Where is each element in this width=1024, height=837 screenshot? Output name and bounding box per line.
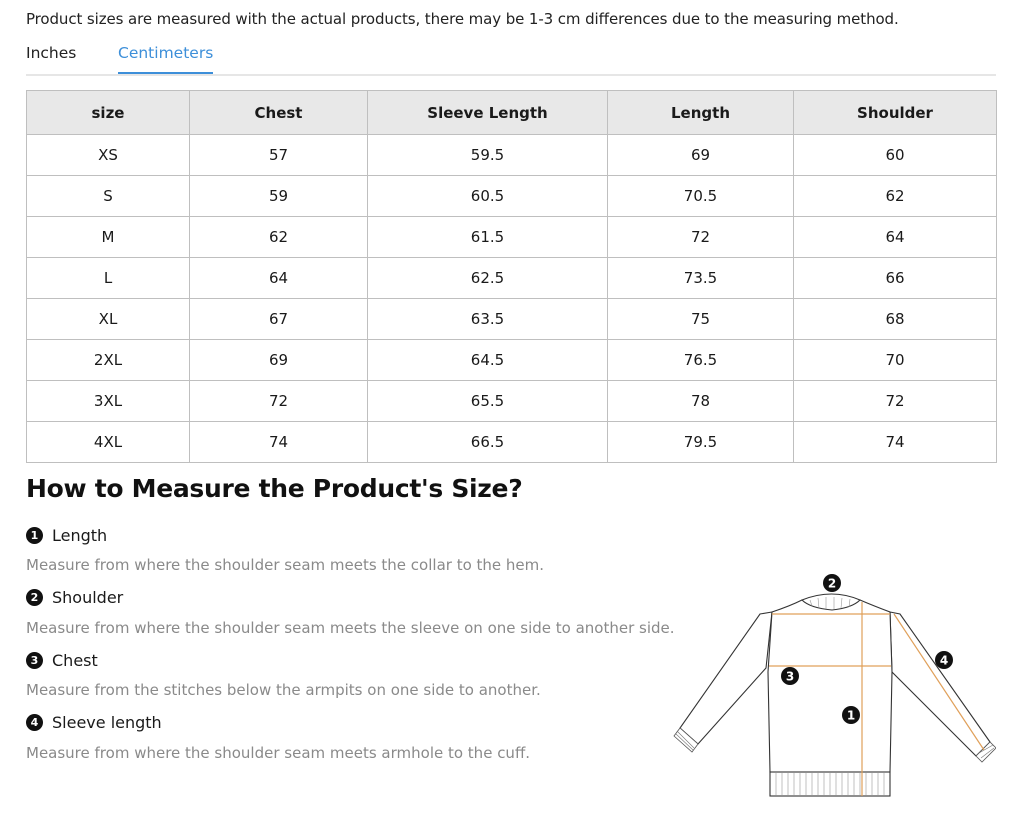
marker-one-label: 1 xyxy=(846,708,856,723)
table-cell: 74 xyxy=(794,422,997,463)
table-cell: 66 xyxy=(794,258,997,299)
table-cell: 64 xyxy=(190,258,368,299)
table-cell: XL xyxy=(27,299,190,340)
size-table xyxy=(26,90,997,463)
table-cell: 67 xyxy=(190,299,368,340)
step-description: Measure from the stitches below the armpits on one side to another. xyxy=(26,681,541,699)
table-cell: 79.5 xyxy=(608,422,794,463)
step-length xyxy=(26,524,107,546)
how-to-measure-title: How to Measure the Product's Size? xyxy=(26,474,523,503)
step-shoulder xyxy=(26,586,123,608)
table-cell: 60.5 xyxy=(368,176,608,217)
column-header: size xyxy=(27,91,190,135)
tab-inches[interactable]: Inches xyxy=(26,44,77,62)
table-cell: L xyxy=(27,258,190,299)
table-cell: 64 xyxy=(794,217,997,258)
table-cell: XS xyxy=(27,135,190,176)
table-cell: 4XL xyxy=(27,422,190,463)
step-label: Sleeve length xyxy=(52,712,162,732)
table-cell: 68 xyxy=(794,299,997,340)
table-header-row xyxy=(27,91,997,135)
number-four-icon: 4 xyxy=(26,714,43,731)
step-description: Measure from where the shoulder seam meets the collar to the hem. xyxy=(26,556,545,574)
step-label: Length xyxy=(52,525,108,545)
table-cell: 72 xyxy=(794,381,997,422)
marker-three-label: 3 xyxy=(785,669,795,684)
tab-centimeters[interactable]: Centimeters xyxy=(118,44,213,74)
table-cell: 69 xyxy=(190,340,368,381)
table-cell: 62 xyxy=(190,217,368,258)
column-header: Sleeve Length xyxy=(368,91,608,135)
table-row xyxy=(27,135,997,176)
table-row xyxy=(27,217,997,258)
table-cell: 72 xyxy=(190,381,368,422)
table-cell: 62.5 xyxy=(368,258,608,299)
table-row xyxy=(27,299,997,340)
table-row xyxy=(27,258,997,299)
unit-tabs xyxy=(26,40,996,76)
size-notice: Product sizes are measured with the actual products, there may be 1-3 cm differences due to the measuring method. xyxy=(26,10,899,28)
table-cell: 73.5 xyxy=(608,258,794,299)
table-row xyxy=(27,176,997,217)
table-cell: 59 xyxy=(190,176,368,217)
table-cell: S xyxy=(27,176,190,217)
table-cell: 62 xyxy=(794,176,997,217)
table-cell: 69 xyxy=(608,135,794,176)
table-cell: 72 xyxy=(608,217,794,258)
column-header: Chest xyxy=(190,91,368,135)
table-cell: 70 xyxy=(794,340,997,381)
table-cell: 61.5 xyxy=(368,217,608,258)
table-cell: 57 xyxy=(190,135,368,176)
column-header: Shoulder xyxy=(794,91,997,135)
number-one-icon: 1 xyxy=(26,527,43,544)
table-cell: 70.5 xyxy=(608,176,794,217)
table-cell: 60 xyxy=(794,135,997,176)
step-description: Measure from where the shoulder seam meets the sleeve on one side to another side. xyxy=(26,619,675,637)
step-chest xyxy=(26,649,98,671)
column-header: Length xyxy=(608,91,794,135)
table-cell: 65.5 xyxy=(368,381,608,422)
table-cell: 76.5 xyxy=(608,340,794,381)
table-cell: 66.5 xyxy=(368,422,608,463)
table-cell: 59.5 xyxy=(368,135,608,176)
table-cell: M xyxy=(27,217,190,258)
table-row xyxy=(27,422,997,463)
step-label: Shoulder xyxy=(52,587,124,607)
table-cell: 3XL xyxy=(27,381,190,422)
sweater-measurement-diagram-icon xyxy=(672,570,996,800)
step-description: Measure from where the shoulder seam meets armhole to the cuff. xyxy=(26,744,531,762)
table-cell: 74 xyxy=(190,422,368,463)
table-cell: 2XL xyxy=(27,340,190,381)
table-row xyxy=(27,381,997,422)
marker-four-label: 4 xyxy=(939,653,949,668)
step-label: Chest xyxy=(52,650,98,670)
step-sleeve-length xyxy=(26,711,162,733)
number-three-icon: 3 xyxy=(26,652,43,669)
table-cell: 78 xyxy=(608,381,794,422)
table-cell: 63.5 xyxy=(368,299,608,340)
table-row xyxy=(27,340,997,381)
table-cell: 64.5 xyxy=(368,340,608,381)
number-two-icon: 2 xyxy=(26,589,43,606)
marker-two-label: 2 xyxy=(827,576,837,591)
table-cell: 75 xyxy=(608,299,794,340)
